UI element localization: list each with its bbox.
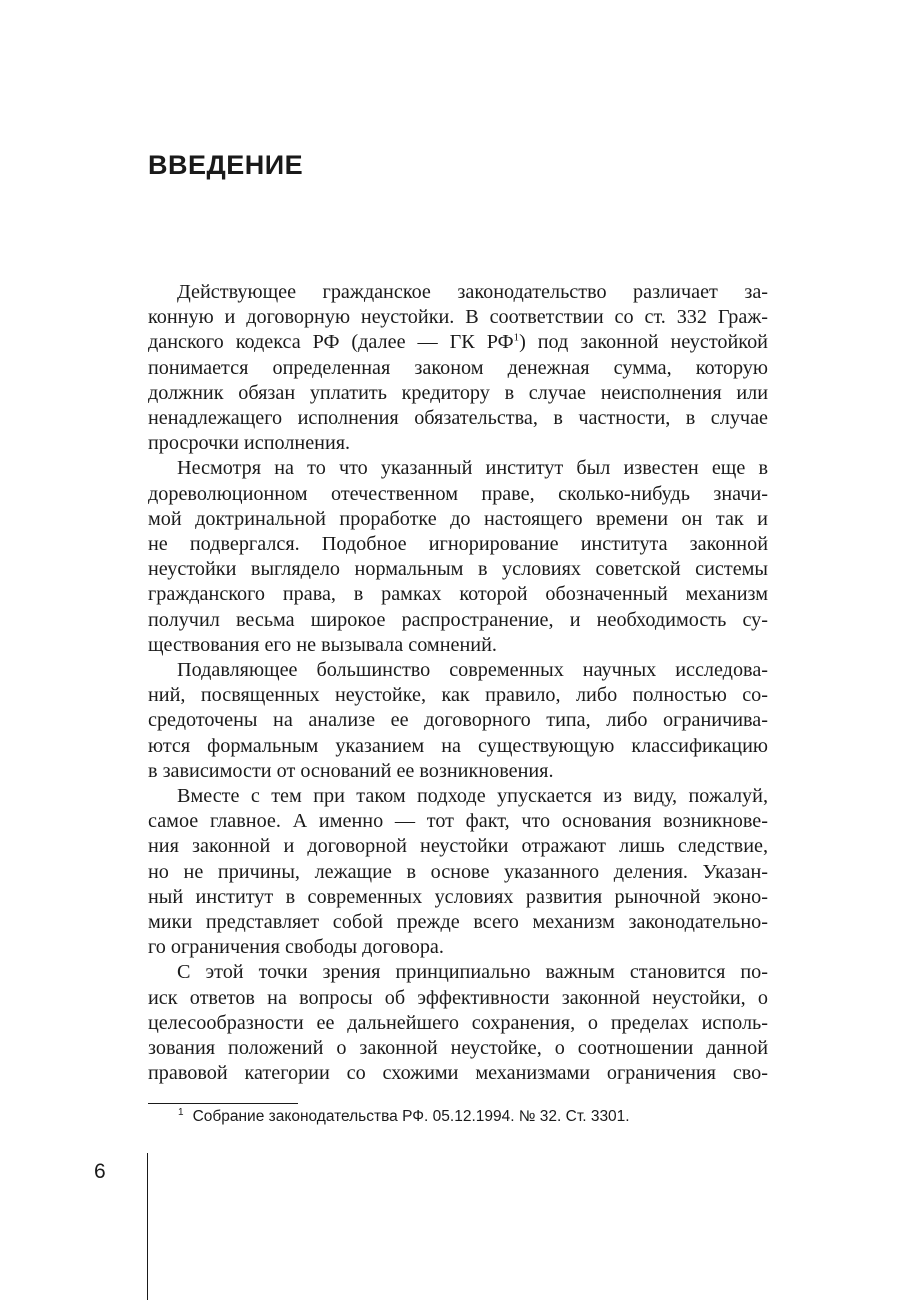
text-line: целесообразности ее дальнейшего сохранения, о пределах исполь- — [148, 1011, 768, 1034]
text-line: го ограничения свободы договора. — [148, 936, 444, 959]
text-line: неустойки выглядело нормальным в условиях советской системы — [148, 558, 768, 581]
text-line: ненадлежащего исполнения обязательства, в частности, в случае — [148, 407, 768, 430]
text-line: Несмотря на то что указанный институт был известен еще в — [177, 457, 768, 480]
text-line: Действующее гражданское законодательство различает за- — [177, 281, 768, 303]
text-fragment: ) под законной неустойкой — [519, 331, 768, 354]
paragraph-5 — [148, 960, 768, 1086]
paragraph-3 — [148, 658, 768, 784]
text-line: иск ответов на вопросы об эффективности законной неустойки, о — [148, 986, 768, 1009]
text-line: ются формальным указанием на существующую классификацию — [148, 734, 768, 757]
text-line — [148, 330, 768, 355]
margin-rule — [147, 1153, 148, 1300]
body-text — [148, 280, 768, 1087]
text-line: дореволюционном отечественном праве, сколько-нибудь значи- — [148, 482, 768, 505]
text-line: понимается определенная законом денежная сумма, которую — [148, 356, 768, 379]
text-line: С этой точки зрения принципиально важным становится по- — [177, 961, 768, 984]
page-number: 6 — [94, 1160, 106, 1183]
text-line: ний, посвященных неустойке, как правило, либо полностью со- — [148, 684, 768, 707]
text-line: в зависимости от оснований ее возникновения. — [148, 759, 554, 782]
text-line: получил весьма широкое распространение, и необходимость су- — [148, 608, 768, 631]
text-line: гражданского права, в рамках которой обозначенный механизм — [148, 583, 768, 606]
text-line: Подавляющее большинство современных научных исследова- — [177, 659, 768, 682]
text-line: не подвергался. Подобное игнорирование института законной — [148, 533, 768, 556]
text-fragment: данского кодекса РФ (далее — ГК РФ — [148, 331, 514, 354]
text-line: просрочки исполнения. — [148, 432, 351, 455]
footnote-separator — [148, 1103, 298, 1104]
paragraph-2 — [148, 456, 768, 658]
text-line: ный институт в современных условиях развития рыночной эконо- — [148, 885, 768, 908]
text-line: конную и договорную неустойки. В соответствии со ст. 332 Граж- — [148, 306, 768, 329]
text-line: средоточены на анализе ее договорного типа, либо ограничива- — [148, 709, 768, 732]
text-line: но не причины, лежащие в основе указанного деления. Указан- — [148, 860, 768, 883]
text-line: мой доктринальной проработке до настоящего времени он так и — [148, 507, 768, 530]
text-line: ния законной и договорной неустойки отражают лишь следствие, — [148, 835, 768, 858]
footnote-text: Собрание законодательства РФ. 05.12.1994. № 32. Ст. 3301. — [192, 1108, 630, 1125]
paragraph-1 — [148, 280, 768, 456]
footnote-reference[interactable]: 1 — [513, 331, 520, 344]
footnote — [178, 1107, 630, 1127]
text-line: должник обязан уплатить кредитору в случае неисполнения или — [148, 381, 768, 404]
paragraph-4 — [148, 784, 768, 960]
text-line: зования положений о законной неустойке, о соотношении данной — [148, 1037, 768, 1060]
footnote-mark: 1 — [178, 1106, 184, 1118]
text-line: ществования его не вызывала сомнений. — [148, 633, 497, 656]
text-line: Вместе с тем при таком подходе упускается из виду, пожалуй, — [177, 785, 768, 808]
chapter-heading: ВВЕДЕНИЕ — [148, 150, 304, 180]
text-line: самое главное. А именно — тот факт, что основания возникнове- — [148, 810, 768, 833]
text-line: правовой категории со схожими механизмами ограничения сво- — [148, 1062, 768, 1085]
text-line: мики представляет собой прежде всего механизм законодательно- — [148, 911, 768, 934]
